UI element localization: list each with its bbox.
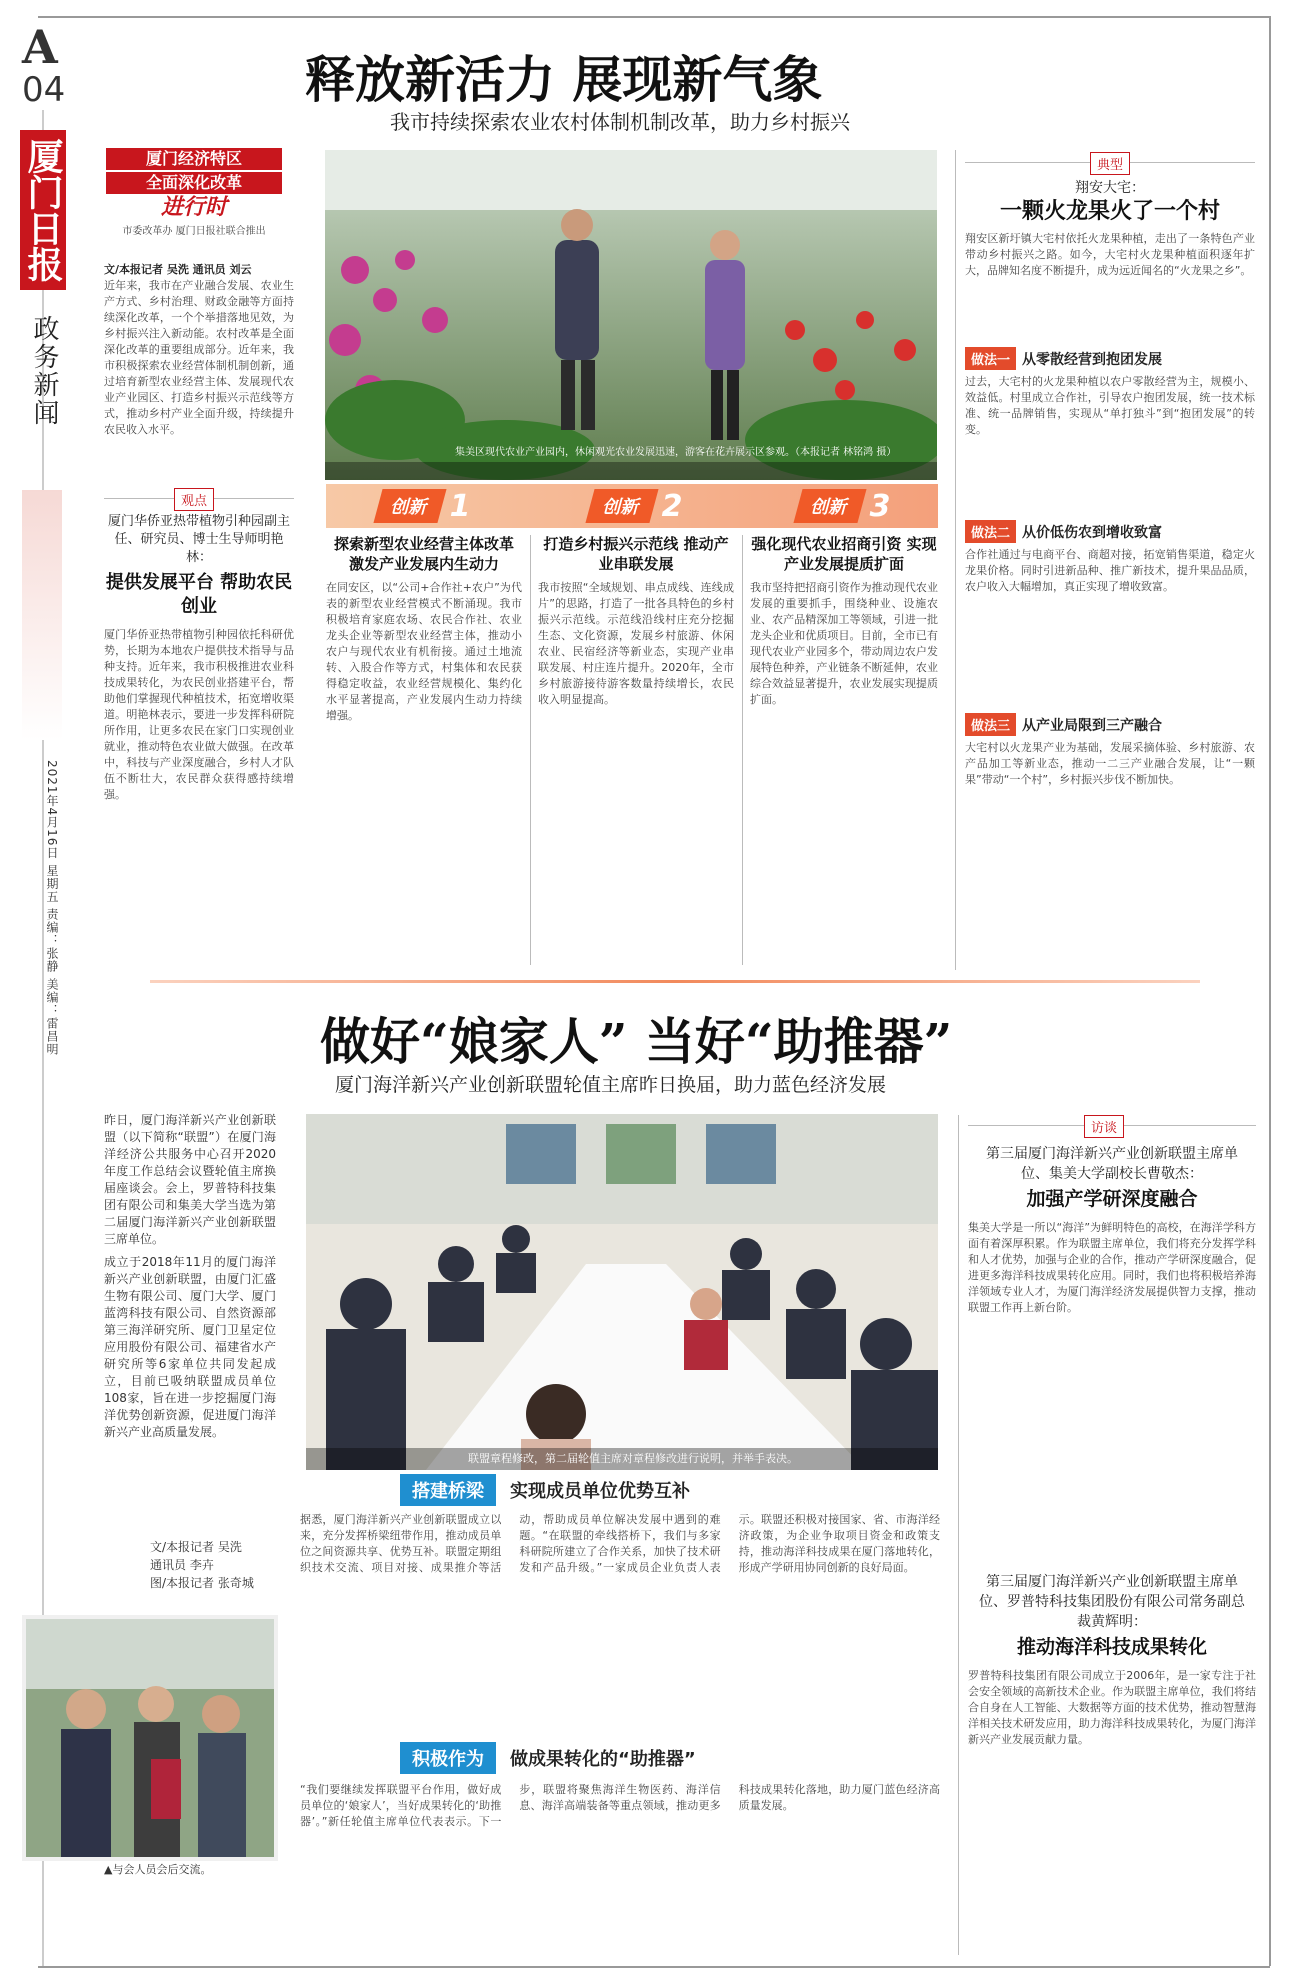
section-1-title: 实现成员单位优势互补 [510,1481,690,1502]
innovation-1-title: 探索新型农业经营主体改革 激发产业发展内生动力 [333,535,514,573]
viewpoint-title: 提供发展平台 帮助农民创业 [105,572,293,617]
viewpoint-person: 厦门华侨亚热带植物引种园副主任、研究员、博士生导师明艳林： [107,514,290,565]
side-date: 2021年4月16日 星期五 责编：张静 美编：雷昌明 [45,760,59,1056]
typical-sub-2-label: 做法二 [965,520,1016,543]
conference-table-illustration [306,1114,938,1470]
dialog-1-person: 第三届厦门海洋新兴产业创新联盟主席单位、集美大学副校长曹敬杰： [986,1146,1238,1182]
dialog-tag: 访谈 [1084,1115,1124,1138]
viewpoint-tag: 观点 [174,488,214,511]
typical-sub-1-title: 从零散经营到抱团发展 [1022,351,1163,368]
viewpoint-block [104,488,294,988]
section-2-title: 做成果转化的“助推器” [510,1749,696,1770]
page-letter: A [22,20,58,74]
greenhouse-photo-illustration [325,150,937,480]
innovation-col-3 [750,488,938,968]
top-subhead: 我市持续探索农业农村体制机制改革，助力乡村振兴 [390,110,850,134]
innovation-3-title: 强化现代农业招商引资 实现产业发展提质扩面 [751,535,937,573]
innovation-1-label: 创新 [373,489,446,523]
typical-sub-2-body: 合作社通过与电商平台、商超对接，拓宽销售渠道，稳定火龙果价格。同时引进新品种、推广新技术，提升果品品质，农户收入大幅增加，真正实现了增收致富。 [965,548,1255,593]
innovation-1-number: 1 [449,488,471,524]
innovation-2-body: 我市按照“全域规划、串点成线、连线成片”的思路，打造了一批各具特色的乡村振兴示范线。示范线沿线村庄充分挖掘生态、文化资源，发展乡村旅游、休闲农业、民宿经济等新业态，实现产业串联发展、村庄连片提升。2020年，全市乡村旅游接待游客数量持续增长，农民收入明显提高。 [538,581,734,706]
top-byline: 文/本报记者 吴洗 通讯员 刘云 [104,263,252,276]
innovation-2-title: 打造乡村振兴示范线 推动产业串联发展 [543,535,729,573]
innovation-col-2 [538,488,734,968]
second-byline-3: 图/本报记者 张奇城 [150,1576,254,1590]
top-photo [325,150,937,480]
section-1-tag: 搭建桥梁 [400,1474,496,1506]
top-intro-block [104,262,294,462]
dialog-1-title: 加强产学研深度融合 [1026,1188,1198,1210]
decorative-gradient [22,490,62,740]
page-frame-right [1269,16,1271,1966]
innovation-2-label: 创新 [585,489,658,523]
meeting-photo [306,1114,938,1470]
reform-badge [106,148,282,238]
innovation-3-body: 我市坚持把招商引资作为推动现代农业发展的重要抓手，围绕种业、设施农业、农产品精深加工等领域，引进一批龙头企业和优质项目。目前，全市已有现代农业产业园多个，带动周边农户发展特色种养，产业链条不断延伸，农业综合效益显著提升，农业发展实现提质扩面。 [750,581,938,706]
typical-sub-3-label: 做法三 [965,713,1016,736]
dialog-divider [958,1115,959,1955]
column-divider [530,535,531,965]
second-headline: 做好“娘家人” 当好“助推器” [320,1012,953,1071]
section-name: 政务新闻 [29,315,59,427]
top-intro: 近年来，我市在产业融合发展、农业生产方式、乡村治理、财政金融等方面持续深化改革，一个个举措落地见效，为乡村振兴注入新动能。农村改革是全面深化改革的重要组成部分。近年来，我市积极探索农业经营体制机制创新，通过培育新型农业经营主体、发展现代农业产业园区、打造乡村振兴示范线等方式，推动乡村产业全面升级，持续提升农民收入水平。 [104,279,294,436]
second-lead-2: 成立于2018年11月的厦门海洋新兴产业创新联盟，由厦门汇盛生物有限公司、厦门大学、厦门蓝湾科技有限公司、自然资源部第三海洋研究所、厦门卫星定位应用股份有限公司、福建省水产研究所等6家单位共同发起成立，目前已吸纳联盟成员单位108家，旨在进一步挖掘厦门海洋优势创新资源，促进厦门海洋新兴产业高质量发展。 [104,1255,276,1439]
typical-sub-1-label: 做法一 [965,347,1016,370]
section-1-body: 据悉，厦门海洋新兴产业创新联盟成立以来，充分发挥桥梁纽带作用，推动成员单位之间资源共享、优势互补。联盟定期组织技术交流、项目对接、成果推介等活动，帮助成员单位解决发展中遇到的难题。“在联盟的牵线搭桥下，我们与多家科研院所建立了合作关系，加快了技术研发和产品升级。”一家成员企业负责人表示。联盟还积极对接国家、省、市海洋经济政策，为企业争取项目资金和政策支持，推动海洋科技成果在厦门落地转化，形成产学研用协同创新的良好局面。 [300,1513,940,1574]
dialog-block [968,1115,1256,1955]
typical-body: 翔安区新圩镇大宅村依托火龙果种植，走出了一条特色产业带动乡村振兴之路。如今，大宅村火龙果种植面积逐年扩大，品牌知名度不断提升，成为远近闻名的“火龙果之乡”。 [965,232,1255,277]
page-number: 04 [22,70,66,110]
innovation-col-1 [326,488,522,968]
dialog-1-body: 集美大学是一所以“海洋”为鲜明特色的高校，在海洋学科方面有着深厚积累。作为联盟主席单位，我们将充分发挥学科和人才优势，加强与企业的合作，推动产学研深度融合，促进更多海洋科技成果转化应用。同时，我们也将积极培养海洋领域专业人才，为厦门海洋经济发展提供智力支撑，推动联盟工作再上新台阶。 [968,1221,1256,1314]
dialog-2-body: 罗普特科技集团有限公司成立于2006年，是一家专注于社会安全领域的高新技术企业。作为联盟主席单位，我们将结合自身在人工智能、大数据等方面的技术优势，推动智慧海洋相关技术研发应用，助力海洋科技成果转化，为厦门海洋新兴产业发展贡献力量。 [968,1669,1256,1746]
innovation-3-number: 3 [869,488,891,524]
dialog-2-person: 第三届厦门海洋新兴产业创新联盟主席单位、罗普特科技集团股份有限公司常务副总裁黄辉明： [979,1574,1245,1630]
small-photo [22,1615,278,1861]
masthead: 厦门日报 [20,130,66,290]
column-divider [742,535,743,965]
story-divider [150,980,1200,983]
typical-kicker: 翔安大宅： [1075,180,1145,196]
dialog-2-title: 推动海洋科技成果转化 [1016,1636,1207,1658]
page-frame-top [38,16,1270,18]
innovation-3-label: 创新 [793,489,866,523]
badge-footer: 市委改革办 厦门日报社联合推出 [122,226,266,237]
typical-block [965,152,1255,972]
innovation-1-body: 在同安区，以“公司+合作社+农户”为代表的新型农业经营模式不断涌现。我市积极培育家庭农场、农民合作社、农业龙头企业等新型农业经营主体，推动小农户与现代农业有机衔接。通过土地流转、入股合作等方式，村集体和农民获得稳定收益，农业经营规模化、集约化水平显著提高，产业发展内生动力持续增强。 [326,581,522,722]
typical-title: 一颗火龙果火了一个村 [999,198,1220,224]
second-lead-1: 昨日，厦门海洋新兴产业创新联盟（以下简称“联盟”）在厦门海洋经济公共服务中心召开2020年度工作总结会议暨轮值主席换届座谈会。会上，罗普特科技集团有限公司和集美大学当选为第二届厦门海洋新兴产业创新联盟三席单位。 [104,1113,276,1246]
badge-line-1: 厦门经济特区 [106,148,282,170]
section-2-tag: 积极作为 [400,1742,496,1774]
typical-sub-3-body: 大宅村以火龙果产业为基础，发展采摘体验、乡村旅游、农产品加工等新业态，推动一二三产业融合发展，让“一颗果”带动“一个村”，乡村振兴步伐不断加快。 [965,741,1255,786]
second-subhead: 厦门海洋新兴产业创新联盟轮值主席昨日换届，助力蓝色经济发展 [335,1074,887,1096]
section-2-header [400,1742,696,1774]
typical-sub-3-title: 从产业局限到三产融合 [1022,717,1163,734]
second-lead-block [104,1112,276,1532]
meeting-people-illustration [26,1619,274,1857]
section-2-body: “我们要继续发挥联盟平台作用，做好成员单位的‘娘家人’，当好成果转化的‘助推器’。”新任轮值主席单位代表表示。下一步，联盟将聚焦海洋生物医药、海洋信息、海洋高端装备等重点领域，推动更多科技成果转化落地，助力厦门蓝色经济高质量发展。 [300,1783,940,1828]
badge-line-2: 全面深化改革 [106,172,282,194]
innovation-2-number: 2 [661,488,683,524]
typical-sub-2-title: 从价低伤农到增收致富 [1022,524,1163,541]
second-byline-2: 通讯员 李卉 [150,1558,214,1572]
second-bylines [150,1538,290,1592]
page-frame-bottom [38,1966,1270,1968]
top-photo-caption: 集美区现代农业产业园内，休闲观光农业发展迅速，游客在花卉展示区参观。（本报记者 林铭鸿 摄） [455,447,897,458]
typical-sub-1-body: 过去，大宅村的火龙果种植以农户零散经营为主，规模小、效益低。村里成立合作社，引导农户抱团发展，统一技术标准、统一品牌销售，实现从“单打独斗”到“抱团发展”的转变。 [965,375,1255,436]
viewpoint-body: 厦门华侨亚热带植物引种园依托科研优势，长期为本地农户提供技术指导与品种支持。近年来，我市积极推进农业科技成果转化，为农民创业搭建平台，帮助他们掌握现代种植技术，拓宽增收渠道。明艳林表示，要进一步发挥科研院所作用，让更多农民在家门口实现创业就业，推动特色农业做大做强。在改革中，科技与产业深度融合，乡村人才队伍不断壮大，农民群众获得感持续增强。 [104,628,294,801]
badge-line-3: 进行时 [160,195,227,220]
meeting-photo-caption: 联盟章程修改，第二届轮值主席对章程修改进行说明，并举手表决。 [468,1452,798,1465]
typical-divider [955,150,956,970]
section-1-header [400,1474,690,1506]
small-photo-caption: ▲与会人员会后交流。 [104,1863,212,1876]
second-byline-1: 文/本报记者 吴洗 [150,1540,242,1554]
typical-tag: 典型 [1090,152,1130,175]
top-headline: 释放新活力 展现新气象 [305,50,823,109]
